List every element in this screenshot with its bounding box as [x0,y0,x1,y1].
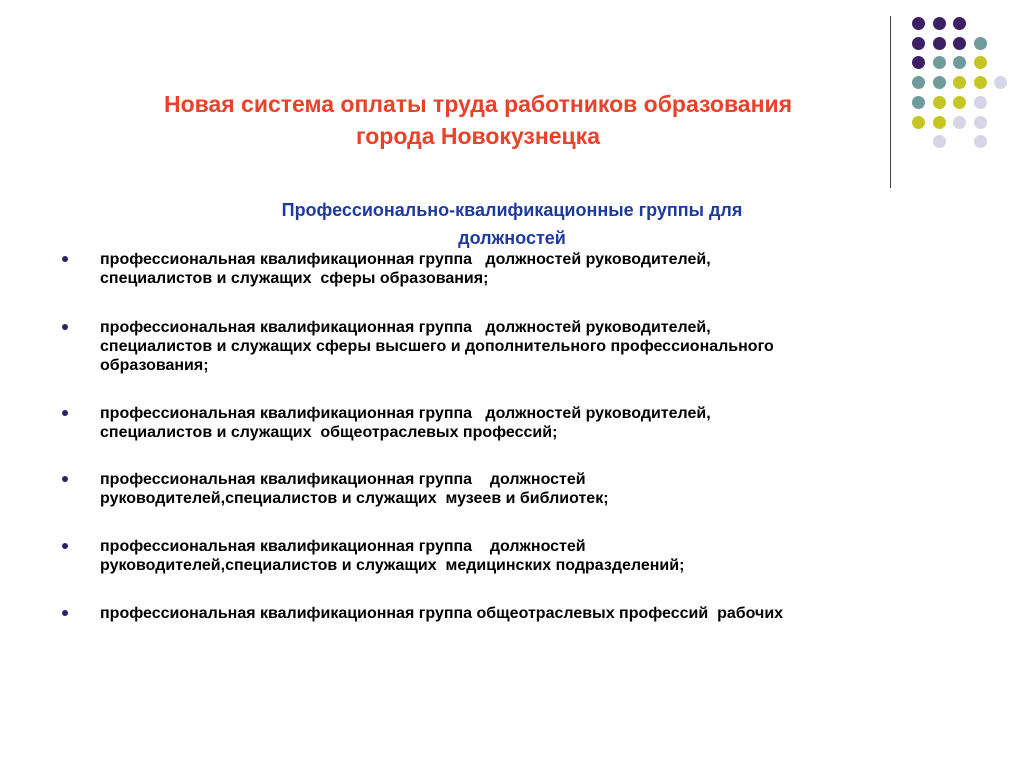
list-item-line: профессиональная квалификационная группа должностей руководителей, [100,405,711,422]
list-item-line: руководителей,специалистов и служащих медицинских подразделений; [100,557,685,574]
decorative-dot [933,76,946,89]
list-item-line: профессиональная квалификационная группа общеотраслевых профессий рабочих [100,605,784,622]
decorative-dot [953,116,966,129]
decorative-divider [890,16,891,188]
list-item-line: специалистов и служащих сферы высшего и дополнительного профессионального [100,338,774,355]
decorative-dot [912,17,925,30]
list-item [100,404,980,442]
decorative-dot [974,37,987,50]
decorative-dot [974,76,987,89]
decorative-dot [953,76,966,89]
decorative-dot [933,96,946,109]
decorative-dot [912,37,925,50]
decorative-dot [953,17,966,30]
bullet-icon [62,256,68,262]
decorative-dot [974,116,987,129]
list-item-line: профессиональная квалификационная группа должностей руководителей, [100,319,711,336]
slide-subtitle [190,196,834,252]
bullet-icon [62,610,68,616]
decorative-dot [933,116,946,129]
decorative-dot [974,135,987,148]
decorative-dot [912,96,925,109]
decorative-dot [974,56,987,69]
list-item-line: специалистов и служащих сферы образования; [100,270,489,287]
slide-subtitle-line-1: Профессионально-квалификационные группы для [281,200,743,220]
decorative-dot [953,37,966,50]
slide-subtitle-line-2: должностей [458,228,566,248]
bullet-icon [62,543,68,549]
decorative-dot [933,56,946,69]
decorative-dot [912,116,925,129]
list-item [100,250,980,288]
decorative-dot [933,135,946,148]
bullet-icon [62,410,68,416]
list-item [100,537,980,575]
list-item-line: профессиональная квалификационная группа должностей [100,538,586,555]
list-item [100,318,980,375]
list-item [100,604,980,623]
decorative-dot [912,56,925,69]
decorative-dot [912,76,925,89]
list-item-line: профессиональная квалификационная группа должностей [100,471,586,488]
list-item-line: специалистов и служащих общеотраслевых профессий; [100,424,558,441]
decorative-dot [974,96,987,109]
list-item-line: руководителей,специалистов и служащих музеев и библиотек; [100,490,609,507]
bullet-icon [62,476,68,482]
decorative-dot [933,37,946,50]
slide-title-line-2: города Новокузнецка [355,123,600,149]
slide-title [40,88,916,152]
decorative-dot [933,17,946,30]
decorative-dot [994,76,1007,89]
bullet-icon [62,324,68,330]
list-item-line: образования; [100,357,209,374]
decorative-dot [953,56,966,69]
list-item [100,470,980,508]
list-item-line: профессиональная квалификационная группа должностей руководителей, [100,251,711,268]
decorative-dot [953,96,966,109]
slide-title-line-1: Новая система оплаты труда работников образования [163,91,793,117]
